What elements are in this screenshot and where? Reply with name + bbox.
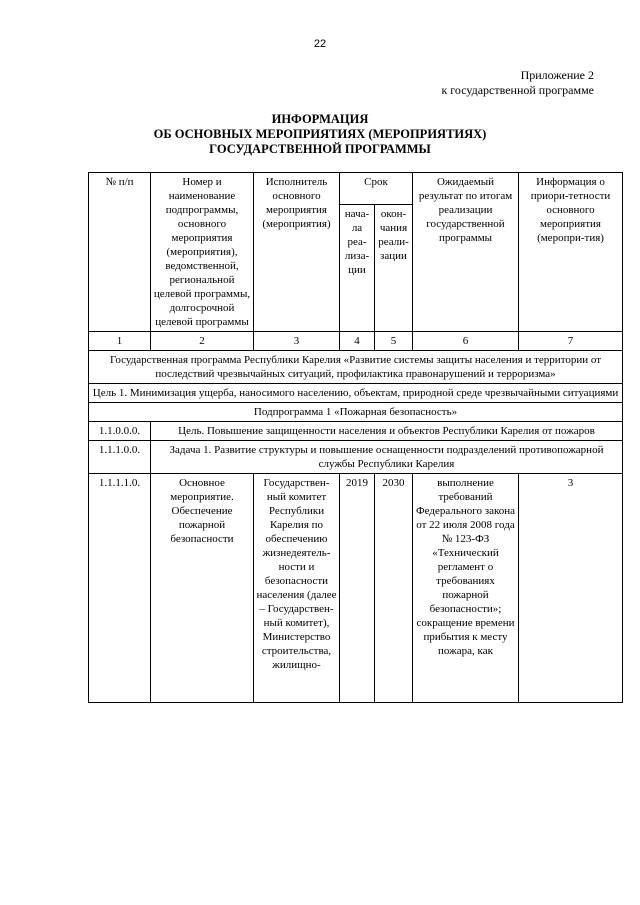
column-number: 7 xyxy=(519,332,623,351)
header-term: Срок xyxy=(340,173,413,205)
activities-table xyxy=(88,172,623,703)
sub-goal-text: Цель. Повышение защищенности населения и объектов Республики Карелия от пожаров xyxy=(151,422,623,441)
header-number: № п/п xyxy=(89,173,151,332)
column-number: 5 xyxy=(375,332,413,351)
title-line-2: ОБ ОСНОВНЫХ МЕРОПРИЯТИЯХ (МЕРОПРИЯТИЯХ) xyxy=(153,127,487,141)
column-number: 1 xyxy=(89,332,151,351)
subprogram-row xyxy=(89,403,623,422)
appendix-label xyxy=(441,68,594,98)
header-term-end: окон-чания реали-зации xyxy=(375,205,413,332)
document-title xyxy=(0,112,640,157)
activity-name: Основное мероприятие. Обеспечение пожарной безопасности xyxy=(151,474,254,703)
column-numbers-row xyxy=(89,332,623,351)
goal-row xyxy=(89,384,623,403)
task-text: Задача 1. Развитие структуры и повышение оснащенности подразделений противопожарной службы Республики Карелия xyxy=(151,441,623,474)
activity-row xyxy=(89,474,623,703)
header-row xyxy=(89,173,623,205)
program-title: Государственная программа Республики Карелия «Развитие системы защиты населения и территории от последствий чрезвычайных ситуаций, профилактика правонарушений и терроризма» xyxy=(89,351,623,384)
column-number: 3 xyxy=(254,332,340,351)
activity-code: 1.1.1.1.0. xyxy=(89,474,151,703)
activity-end: 2030 xyxy=(375,474,413,703)
title-line-1: ИНФОРМАЦИЯ xyxy=(271,112,369,126)
goal-text: Цель 1. Минимизация ущерба, наносимого населению, объектам, природной среде чрезвычайными ситуациями xyxy=(89,384,623,403)
header-result: Ожидаемый результат по итогам реализации государственной программы xyxy=(413,173,519,332)
page-number: 22 xyxy=(313,38,327,50)
activity-start: 2019 xyxy=(340,474,375,703)
subprogram-title: Подпрограмма 1 «Пожарная безопасность» xyxy=(89,403,623,422)
column-number: 6 xyxy=(413,332,519,351)
task-code: 1.1.1.0.0. xyxy=(89,441,151,474)
appendix-line-1: Приложение 2 xyxy=(520,68,594,82)
activity-result: выполнение требований Федерального закона от 22 июля 2008 года № 123-ФЗ «Технический регламент о требованиях пожарной безопасности»; сокращение времени прибытия к месту пожара, как xyxy=(413,474,519,703)
sub-goal-code: 1.1.0.0.0. xyxy=(89,422,151,441)
header-name: Номер и наименование подпрограммы, основного мероприятия (мероприятия), ведомственной, региональной целевой программы, долгосрочной целевой программы xyxy=(151,173,254,332)
activity-executor: Государствен-ный комитет Республики Карелия по обеспечению жизнедеятель-ности и безопасности населения (далее – Государствен-ный комитет), Министерство строительства, жилищно- xyxy=(254,474,340,703)
header-priority: Информация о приори-тетности основного мероприятия (меропри-тия) xyxy=(519,173,623,332)
title-line-3: ГОСУДАРСТВЕННОЙ ПРОГРАММЫ xyxy=(209,142,431,156)
program-row xyxy=(89,351,623,384)
appendix-line-2: к государственной программе xyxy=(441,83,594,97)
header-term-start: нача-ла реа-лиза-ции xyxy=(340,205,375,332)
column-number: 2 xyxy=(151,332,254,351)
header-executor: Исполнитель основного мероприятия (мероприятия) xyxy=(254,173,340,332)
task-row xyxy=(89,441,623,474)
sub-goal-row xyxy=(89,422,623,441)
activity-priority: 3 xyxy=(519,474,623,703)
column-number: 4 xyxy=(340,332,375,351)
